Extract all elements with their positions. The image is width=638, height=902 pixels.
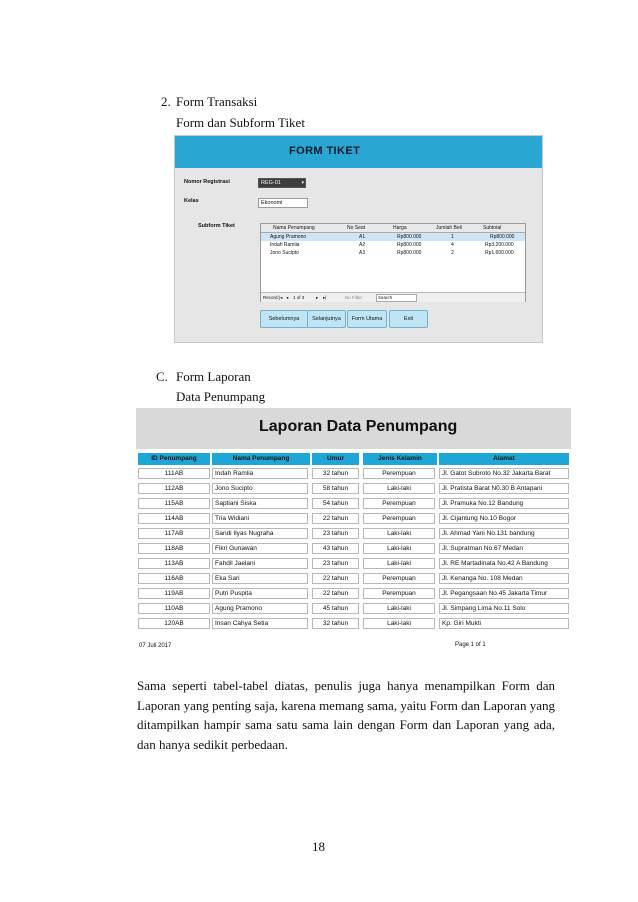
section-subtitle-form-tiket: Form dan Subform Tiket [176,115,305,130]
report-row [136,512,571,525]
report-row [136,467,571,480]
subform-tiket-grid[interactable] [260,223,526,302]
cell-harga[interactable]: Rp800.000 [397,234,422,240]
last-record-icon[interactable]: ▸| [323,295,327,300]
sebelumnya-button[interactable]: Sebelumnya [260,310,308,328]
cell-subtotal[interactable]: Rp3.200.000 [485,242,514,248]
page-number: 18 [312,839,325,854]
cell-alamat: Jl. Gatot Subroto No.32 Jakarta Barat [439,468,569,479]
first-record-icon[interactable]: |◂ [279,295,283,300]
cell-nama: Insan Cahya Setia [212,618,308,629]
selanjutnya-button[interactable]: Selanjutnya [307,310,346,328]
form-utama-button[interactable]: Form Utama [347,310,387,328]
kelas-label: Kelas [184,198,199,204]
cell-nama: Saptiani Siska [212,498,308,509]
report-title: Laporan Data Penumpang [259,418,458,435]
cell-harga[interactable]: Rp800.000 [397,250,422,256]
cell-id: 118AB [138,543,210,554]
cell-jenis-kelamin: Perempuan [363,588,435,599]
report-date: 07 Juli 2017 [139,643,172,649]
cell-id: 116AB [138,573,210,584]
cell-seat[interactable]: A1 [359,234,366,240]
exit-button[interactable]: Exit [389,310,428,328]
no-filter-button[interactable]: No Filter [345,295,363,300]
cell-id: 120AB [138,618,210,629]
cell-subtotal[interactable]: Rp800.000 [490,234,515,240]
cell-alamat: Jl. Simpang Lima No.11 Solo [439,603,569,614]
cell-umur: 22 tahun [312,513,359,524]
cell-jenis-kelamin: Laki-laki [363,543,435,554]
cell-jumlah[interactable]: 1 [451,234,454,240]
cell-umur: 54 tahun [312,498,359,509]
subform-row[interactable] [261,249,525,257]
cell-nama: Tria Widiani [212,513,308,524]
subform-row[interactable] [261,241,525,249]
chevron-down-icon[interactable]: ▾ [301,180,304,186]
cell-jenis-kelamin: Laki-laki [363,558,435,569]
col-header-alamat: Alamat [439,453,569,465]
list-number-2: 2. [161,94,171,109]
cell-alamat: Jl. Pratista Barat N0.30 B Antapani [439,483,569,494]
cell-seat[interactable]: A2 [359,242,366,248]
nomor-registrasi-value: REG-01 [261,180,281,186]
report-page-number: Page 1 of 1 [455,642,486,648]
cell-jenis-kelamin: Laki-laki [363,528,435,539]
cell-umur: 22 tahun [312,573,359,584]
cell-nama: Jono Sucipto [212,483,308,494]
cell-umur: 32 tahun [312,618,359,629]
cell-nama: Fahdil Jaelani [212,558,308,569]
list-letter-c: C. [156,369,168,384]
cell-alamat: Jl. Ahmad Yani No.131 bandung [439,528,569,539]
cell-jenis-kelamin: Perempuan [363,468,435,479]
cell-id: 112AB [138,483,210,494]
report-row [136,587,571,600]
cell-harga[interactable]: Rp800.000 [397,242,422,248]
col-header-subtotal[interactable]: Subtotal [483,225,502,231]
col-header-jumlah[interactable]: Jumlah Beli [436,225,462,231]
cell-id: 111AB [138,468,210,479]
nomor-registrasi-combo[interactable] [258,178,306,188]
cell-subtotal[interactable]: Rp1.600.000 [485,250,514,256]
cell-alamat: Jl. Cijantung No.10 Bogor [439,513,569,524]
cell-jenis-kelamin: Laki-laki [363,483,435,494]
search-field[interactable]: Search [376,294,417,302]
cell-alamat: Jl. Kenanga No. 108 Medan [439,573,569,584]
prev-record-icon[interactable]: ◂ [286,295,289,300]
cell-nama[interactable]: Agung Pramono [270,234,307,240]
cell-nama: Sandi Ilyas Nugraha [212,528,308,539]
report-row [136,542,571,555]
report-row [136,557,571,570]
record-label: Record: [263,295,279,300]
cell-id: 115AB [138,498,210,509]
cell-id: 113AB [138,558,210,569]
form-title: FORM TIKET [289,145,361,157]
report-row [136,527,571,540]
cell-nama[interactable]: Jono Sucipto [270,250,299,256]
laporan-screenshot [136,408,571,653]
cell-umur: 23 tahun [312,558,359,569]
cell-id: 117AB [138,528,210,539]
cell-jenis-kelamin: Laki-laki [363,603,435,614]
cell-nama[interactable]: Indah Ramlia [270,242,300,248]
subform-row[interactable] [261,233,525,241]
cell-jumlah[interactable]: 2 [451,250,454,256]
nomor-registrasi-label: Nomor Registrasi [184,179,230,185]
subform-label: Subform Tiket [198,223,235,229]
report-row [136,572,571,585]
record-navigator [261,292,525,302]
cell-alamat: Jl. Pegangsaan No.45 Jakarta Timur [439,588,569,599]
subform-header-row [261,224,525,233]
col-header-umur: Umur [312,453,359,465]
cell-nama: Indah Ramlia [212,468,308,479]
cell-nama: Fikri Gunawan [212,543,308,554]
cell-umur: 23 tahun [312,528,359,539]
record-position[interactable]: 1 of 3 [293,295,305,300]
section-title-form-laporan: Form Laporan [176,369,251,384]
cell-jumlah[interactable]: 4 [451,242,454,248]
body-paragraph: Sama seperti tabel-tabel diatas, penulis juga hanya menampilkan Form dan Laporan yang penting saja, karena memang sama, yaitu Form dan Laporan yang ditampilkan hampir sama satu sama lain dengan Form dan Laporan yang ada, dan hanya sedikit perbedaan. [137,678,555,752]
cell-umur: 43 tahun [312,543,359,554]
col-header-nama[interactable]: Nama Penumpang [273,225,315,231]
report-header-row [136,453,571,465]
cell-umur: 58 tahun [312,483,359,494]
section-subtitle-data-penumpang: Data Penumpang [176,389,266,404]
cell-id: 119AB [138,588,210,599]
cell-nama: Eka Sari [212,573,308,584]
col-header-id: ID Penumpang [138,453,210,465]
kelas-field[interactable] [258,198,308,208]
cell-jenis-kelamin: Perempuan [363,573,435,584]
cell-jenis-kelamin: Perempuan [363,513,435,524]
cell-nama: Agung Pramono [212,603,308,614]
cell-alamat: Kp. Giri Mukti [439,618,569,629]
cell-jenis-kelamin: Perempuan [363,498,435,509]
col-header-jenis-kelamin: Jenis Kelamin [363,453,437,465]
cell-jenis-kelamin: Laki-laki [363,618,435,629]
col-header-seat[interactable]: No Seat [347,225,366,231]
section-title-form-transaksi: Form Transaksi [176,94,258,109]
next-record-icon[interactable]: ▸ [316,295,319,300]
report-row [136,617,571,630]
cell-umur: 22 tahun [312,588,359,599]
report-row [136,497,571,510]
cell-nama: Putri Puspita [212,588,308,599]
cell-alamat: Jl. Supratman No.67 Medan [439,543,569,554]
cell-id: 110AB [138,603,210,614]
cell-id: 114AB [138,513,210,524]
col-header-nama: Nama Penumpang [212,453,310,465]
form-tiket-screenshot [174,135,543,343]
cell-seat[interactable]: A3 [359,250,366,256]
report-row [136,482,571,495]
kelas-value: Ekonomi [261,200,283,206]
cell-umur: 45 tahun [312,603,359,614]
col-header-harga[interactable]: Harga [393,225,407,231]
cell-umur: 32 tahun [312,468,359,479]
report-row [136,602,571,615]
cell-alamat: Jl. RE Martadinata No.42 A Bandung [439,558,569,569]
cell-alamat: Jl. Pramuka No.12 Bandung [439,498,569,509]
